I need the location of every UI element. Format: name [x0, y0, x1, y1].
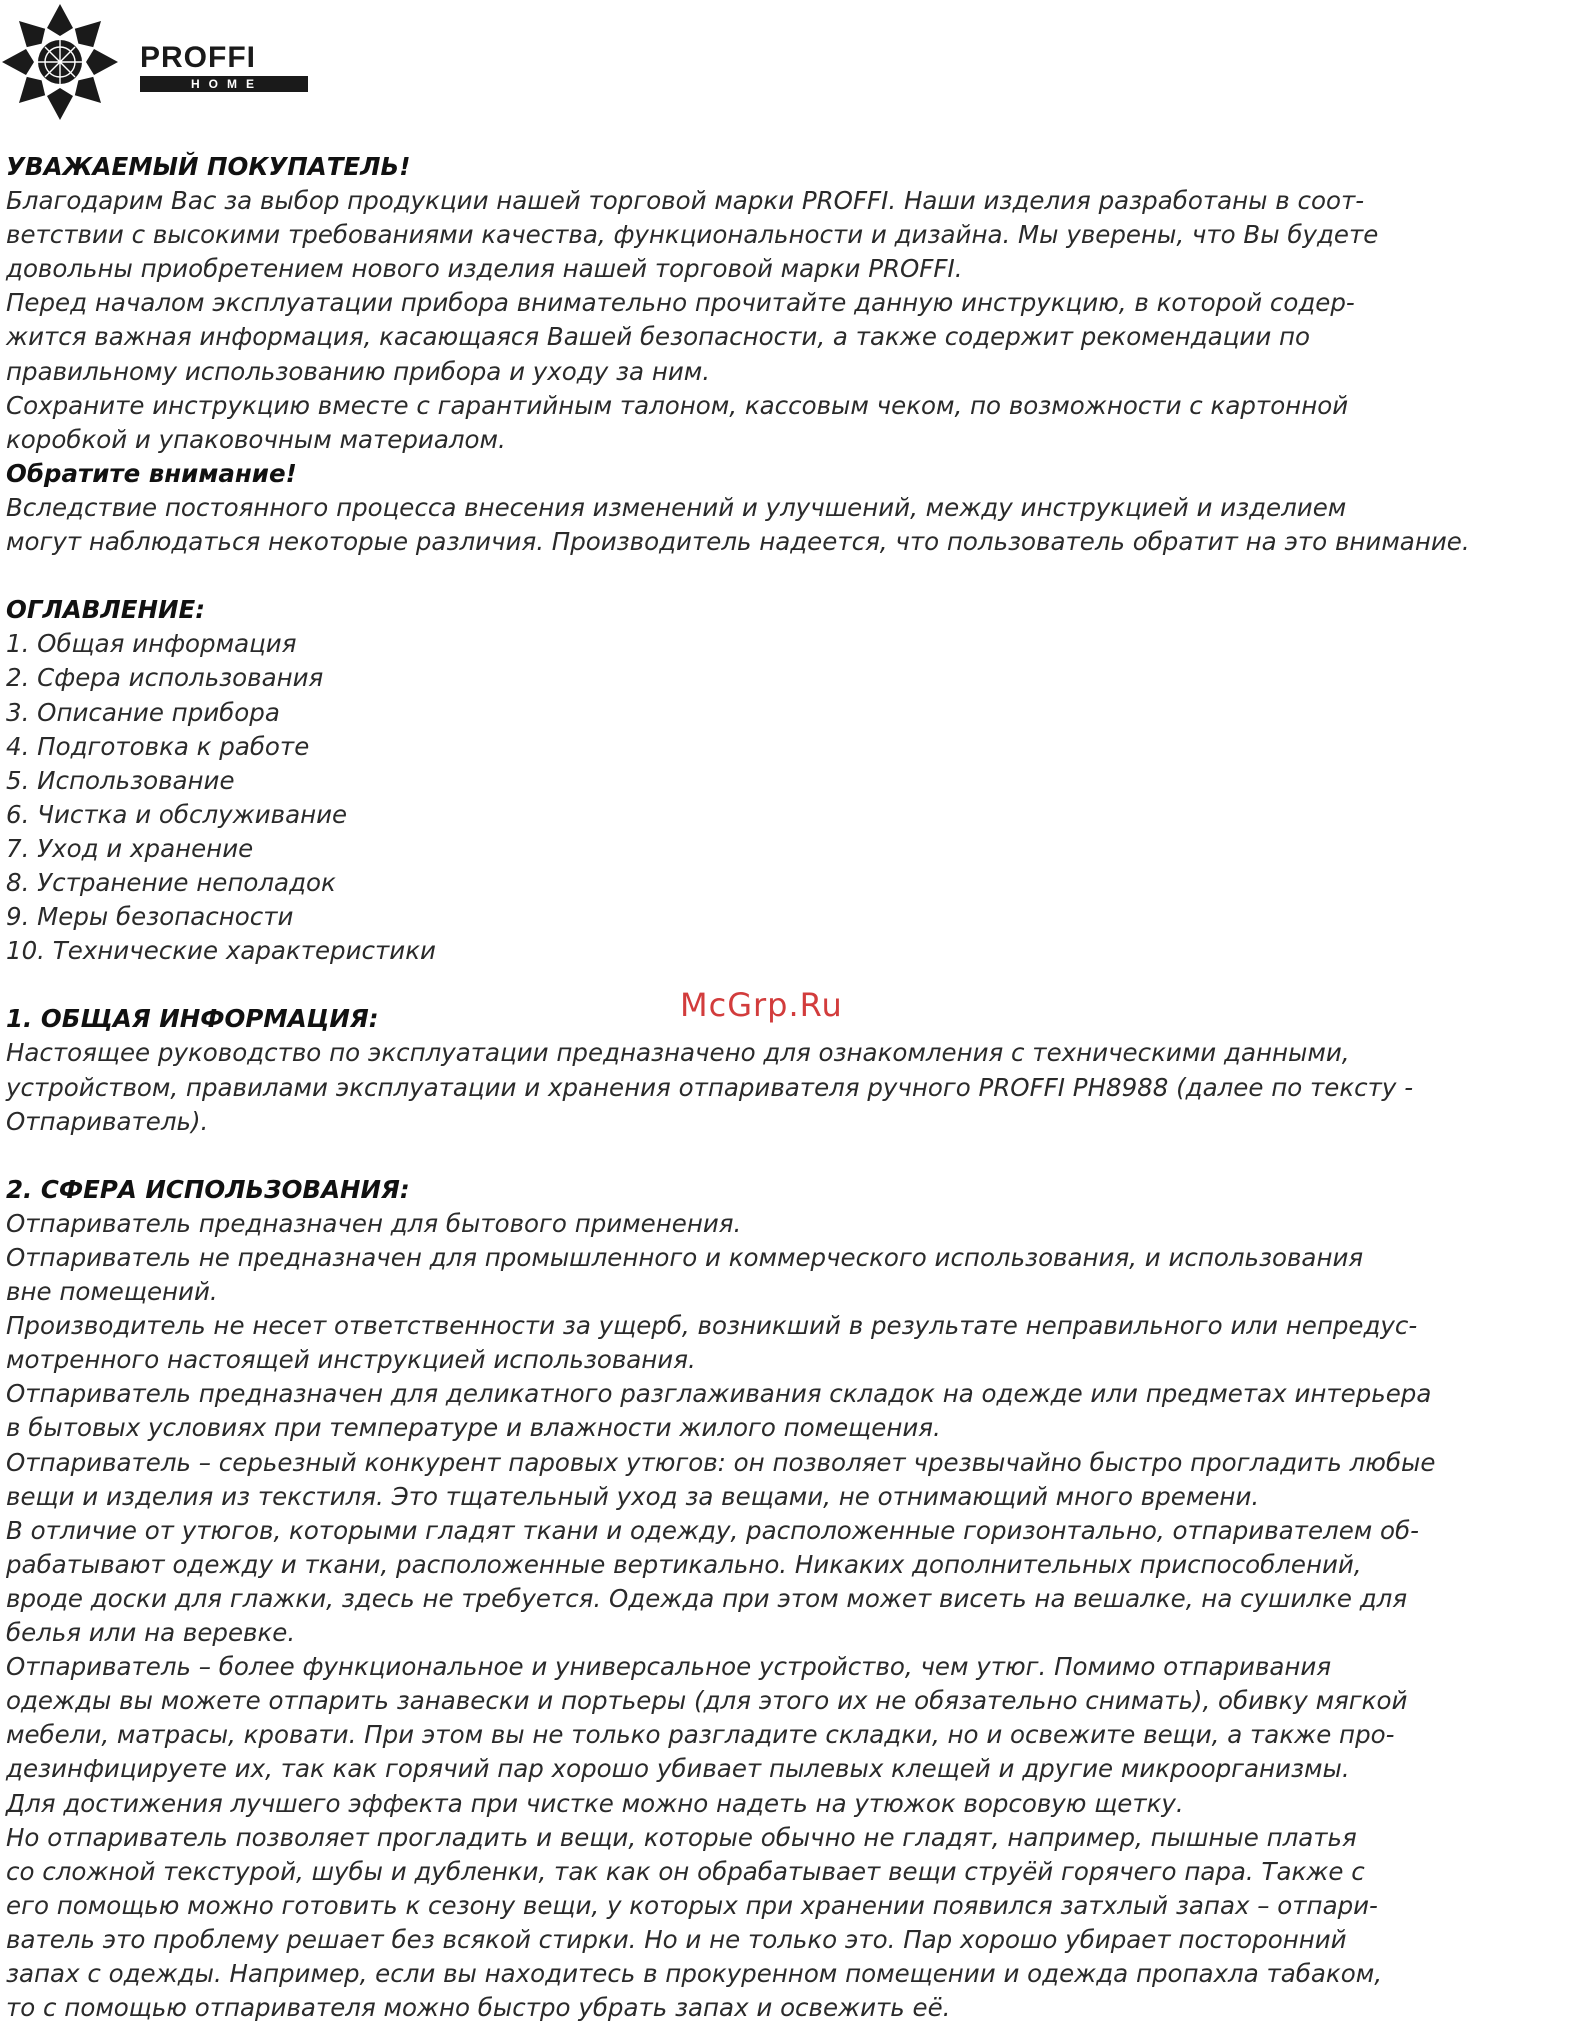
section2-line: вроде доски для глажки, здесь не требуется. Одежда при этом может висеть на вешалке, на сушилке для: [6, 1583, 1408, 1613]
section2-heading: 2. СФЕРА ИСПОЛЬЗОВАНИЯ:: [6, 1174, 410, 1204]
toc-item: 9. Меры безопасности: [6, 902, 294, 932]
section2-line: Отпариватель предназначен для деликатного разглаживания складок на одежде или предметах интерьера: [6, 1379, 1432, 1409]
brand-logo: [0, 0, 320, 130]
section2-line: запах с одежды. Например, если вы находитесь в прокуренном помещении и одежда пропахла табаком,: [6, 1958, 1382, 1988]
section1-line: устройством, правилами эксплуатации и хранения отпаривателя ручного PROFFI PH8988 (далее по тексту -: [6, 1072, 1414, 1102]
intro-line: правильному использованию прибора и уходу за ним.: [6, 356, 711, 386]
toc-item: 3. Описание прибора: [6, 697, 280, 727]
section2-line: Отпариватель не предназначен для промышленного и коммерческого использования, и использования: [6, 1243, 1364, 1272]
brand-name: PROFFI: [140, 41, 256, 74]
section2-line: его помощью можно готовить к сезону вещи, у которых при хранении появился затхлый запах – отпари-: [6, 1890, 1378, 1920]
toc-item: 7. Уход и хранение: [6, 833, 254, 863]
section1-line: Настоящее руководство по эксплуатации предназначено для ознакомления с техническими данными,: [6, 1038, 1350, 1068]
intro-line: довольны приобретением нового изделия нашей торговой марки PROFFI.: [6, 254, 963, 284]
document-body: [6, 150, 1576, 2025]
notice-line: могут наблюдаться некоторые различия. Производитель надеется, что пользователь обратит на это внимание.: [6, 527, 1470, 557]
section2-line: дезинфицируете их, так как горячий пар хорошо убивает пылевых клещей и другие микроорганизмы.: [6, 1754, 1350, 1784]
toc-item: 10. Технические характеристики: [6, 936, 436, 966]
section2-line: Но отпариватель позволяет прогладить и вещи, которые обычно не гладят, например, пышные платья: [6, 1822, 1357, 1852]
snowflake-logo-icon: [0, 0, 130, 130]
section2-line: Отпариватель – серьезный конкурент паровых утюгов: он позволяет чрезвычайно быстро прогладить любые: [6, 1447, 1436, 1477]
watermark: McGrp.Ru: [680, 986, 843, 1024]
intro-line: ветствии с высокими требованиями качества, функциональности и дизайна. Мы уверены, что Вы будете: [6, 220, 1379, 250]
section2-line: мотренного настоящей инструкцией использования.: [6, 1345, 696, 1375]
toc-heading: ОГЛАВЛЕНИЕ:: [6, 595, 206, 625]
section2-line: то с помощью отпаривателя можно быстро убрать запах и освежить её.: [6, 1993, 951, 2023]
section2-line: Производитель не несет ответственности за ущерб, возникший в результате неправильного или непредус-: [6, 1311, 1418, 1341]
intro-line: коробкой и упаковочным материалом.: [6, 424, 506, 454]
toc-item: 2. Сфера использования: [6, 663, 324, 693]
section2-line: Отпариватель – более функциональное и универсальное устройство, чем утюг. Помимо отпаривания: [6, 1652, 1332, 1682]
intro-heading: УВАЖАЕМЫЙ ПОКУПАТЕЛЬ!: [6, 152, 411, 181]
toc-item: 6. Чистка и обслуживание: [6, 799, 348, 829]
toc-item: 4. Подготовка к работе: [6, 731, 310, 761]
intro-line: Благодарим Вас за выбор продукции нашей торговой марки PROFFI. Наши изделия разработаны в соот-: [6, 186, 1365, 216]
section2-line: одежды вы можете отпарить занавески и портьеры (для этого их не обязательно снимать), обивку мягкой: [6, 1686, 1408, 1716]
notice-heading: Обратите внимание!: [6, 458, 297, 488]
section2-line: со сложной текстурой, шубы и дубленки, так как он обрабатывает вещи струёй горячего пара. Также с: [6, 1856, 1365, 1886]
brand-subtitle: HOME: [140, 76, 308, 92]
section2-line: белья или на веревке.: [6, 1618, 296, 1648]
section1-heading: 1. ОБЩАЯ ИНФОРМАЦИЯ:: [6, 1004, 379, 1034]
intro-line: Сохраните инструкцию вместе с гарантийным талоном, кассовым чеком, по возможности с картонной: [6, 390, 1349, 420]
intro-line: Перед началом эксплуатации прибора внимательно прочитайте данную инструкцию, в которой содер-: [6, 288, 1355, 318]
section2-line: Для достижения лучшего эффекта при чистке можно надеть на утюжок ворсовую щетку.: [6, 1788, 1184, 1818]
section2-line: рабатывают одежду и ткани, расположенные вертикально. Никаких дополнительных приспособлений,: [6, 1549, 1362, 1579]
toc-item: 5. Использование: [6, 765, 235, 795]
section2-line: вещи и изделия из текстиля. Это тщательный уход за вещами, не отнимающий много времени.: [6, 1481, 1260, 1511]
toc-item: 8. Устранение неполадок: [6, 867, 336, 897]
notice-line: Вследствие постоянного процесса внесения изменений и улучшений, между инструкцией и изделием: [6, 492, 1347, 522]
section2-line: в бытовых условиях при температуре и влажности жилого помещения.: [6, 1413, 941, 1443]
brand-wordmark: [140, 43, 308, 92]
section2-line: Отпариватель предназначен для бытового применения.: [6, 1208, 742, 1238]
toc-item: 1. Общая информация: [6, 629, 297, 659]
section2-line: вне помещений.: [6, 1277, 218, 1307]
section2-line: мебели, матрасы, кровати. При этом вы не только разгладите складки, но и освежите вещи, а также про-: [6, 1720, 1395, 1750]
intro-line: жится важная информация, касающаяся Вашей безопасности, а также содержит рекомендации по: [6, 322, 1311, 352]
section2-line: В отличие от утюгов, которыми гладят ткани и одежду, расположенные горизонтально, отпаривателем об-: [6, 1515, 1419, 1545]
section2-line: ватель это проблему решает без всякой стирки. Но и не только это. Пар хорошо убирает посторонний: [6, 1924, 1347, 1954]
section1-line: Отпариватель).: [6, 1106, 209, 1136]
